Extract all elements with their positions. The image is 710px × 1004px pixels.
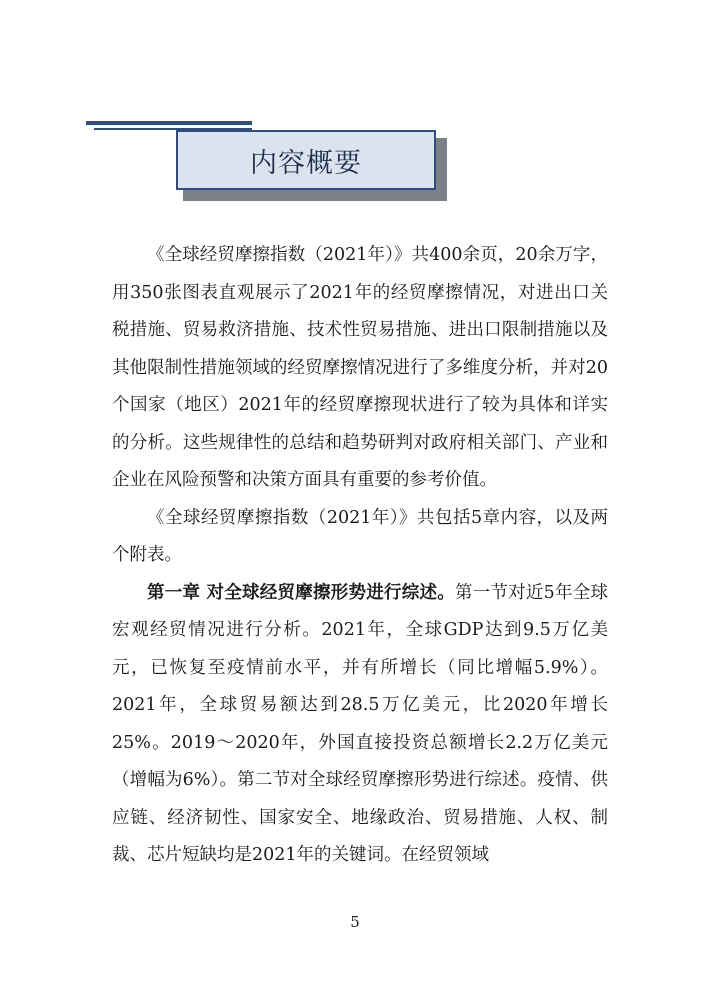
paragraph-structure [112, 500, 608, 575]
page-title: 内容概要 [250, 147, 362, 179]
paragraph-text: 《全球经贸摩擦指数（2021年）》共包括5章内容，以及两个附表。 [112, 507, 608, 565]
paragraph-chapter-one [112, 575, 608, 875]
page-number: 5 [350, 913, 360, 931]
header-rule-thick [86, 121, 252, 125]
title-box [176, 130, 436, 190]
paragraph-text: 《全球经贸摩擦指数（2021年）》共400余页，20余万字，用350张图表直观展示了2021年的经贸摩擦情况，对进出口关税措施、贸易救济措施、技术性贸易措施、进出口限制措施以及其他限制性措施领域的经贸摩擦情况进行了多维度分析，并对20个国家（地区）2021年的经贸摩擦现状进行了较为具体和详实的分析。这些规律性的总结和趋势研判对政府相关部门、产业和企业在风险预警和决策方面具有重要的参考价值。 [112, 245, 608, 490]
body-text [112, 237, 608, 875]
chapter-heading: 第一章 对全球经贸摩擦形势进行综述。 [147, 582, 455, 603]
paragraph-overview [112, 237, 608, 500]
paragraph-text: 第一节对近5年全球宏观经贸情况进行分析。2021年，全球GDP达到9.5万亿美元，已恢复至疫情前水平，并有所增长（同比增幅5.9%）。2021年，全球贸易额达到28.5万亿美元，比2020年增长25%。2019～2020年，外国直接投资总额增长2.2万亿美元（增幅为6%）。第二节对全球经贸摩擦形势进行综述。疫情、供应链、经济韧性、国家安全、地缘政治、贸易措施、人权、制裁、芯片短缺均是2021年的关键词。在经贸领域 [112, 582, 608, 865]
